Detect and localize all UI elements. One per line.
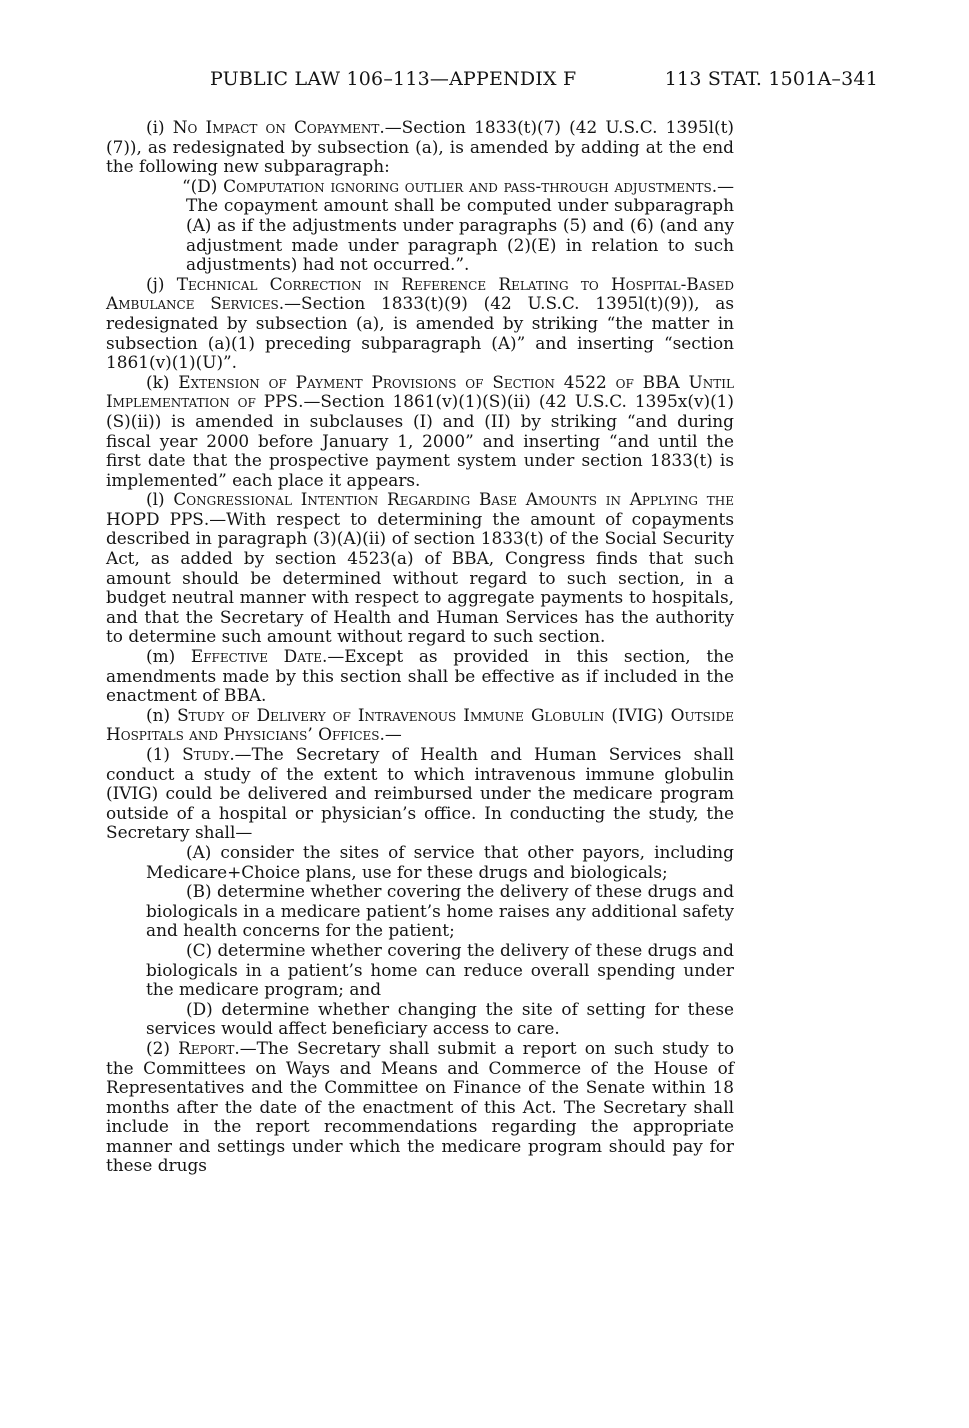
paragraph-text: The Secretary shall submit a report on such study to the Committees on Ways and Means and Commerce of the House of Representatives and the Committee on Finance of the Senate within 18 months after the date of the enactment of this Act. The Secretary shall include in the report recommendations regarding the appropriate manner and settings under which the medicare program should pay for these drugs (106, 1037, 734, 1176)
paragraph-study: (1) Study.—The Secretary of Health and Human Services shall conduct a study of the extent to which intravenous immune globulin (IVIG) could be delivered and reimbursed under the medicare program outside of a hospital or physician’s office. In conducting the study, the Secretary shall— (106, 744, 734, 843)
subsection-k: (k) Extension of Payment Provisions of Section 4522 of BBA Until Implementation of PPS.—Section 1861(v)(1)(S)(ii) (42 U.S.C. 1395x(v)(1)(S)(ii)) is amended in subclauses (I) and (II) by striking “and during fiscal year 2000 before January 1, 2000” and inserting “and until the first date that the prospective payment system under section 1833(t) is implemented” each place it appears. (106, 371, 735, 490)
paragraph-label: (2) (146, 1037, 170, 1058)
subsection-label: (k) (146, 371, 170, 392)
subsection-label: (m) (146, 646, 176, 667)
subsection-n (106, 706, 734, 745)
paragraph-heading: Study (182, 744, 230, 764)
quote-heading: Computation ignoring outlier and pass-through adjustments (223, 175, 712, 196)
subsection-text: With respect to determining the amount of copayments described in paragraph (3)(A)(ii) of section 1833(t) of the Social Security Act, as added by section 4523(a) of BBA, Congress finds that such amount should be determined without regard to such section, in a budget neutral manner with respect to aggregate payments to hospitals, and that the Secretary of Health and Human Services has the authority to determine such amount without regard to such section. (106, 508, 734, 647)
list-item: (B) determine whether covering the delivery of these drugs and biologicals in a medicare patient’s home raises any additional safety and health concerns for the patient; (146, 881, 734, 941)
list-item: (C) determine whether covering the delivery of these drugs and biologicals in a patient’s home can reduce overall spending under the medicare program; and (146, 939, 734, 1000)
subsection-text: Section 1861(v)(1)(S)(ii) (42 U.S.C. 1395x(v)(1)(S)(ii)) is amended in subclauses (I) and (II) by striking “and during fiscal year 2000 before January 1, 2000” and inserting “and until the first date that the prospective payment system under section 1833(t) is implemented” each place it appears. (106, 391, 735, 490)
header-law-title: PUBLIC LAW 106–113—APPENDIX F (210, 68, 577, 90)
subsection-heading: No Impact on Copayment (172, 117, 380, 137)
quoted-subparagraph-d: “(D) Computation ignoring outlier and pass-through adjustments.—The copayment amount shall be computed under subparagraph (A) as if the adjustments under paragraphs (5) and (6) (and any adjustment made under paragraph (2)(E) in relation to such adjustments) had not occurred.”. (182, 175, 734, 275)
subsection-heading: Congressional Intention Regarding Base Amounts in Applying the HOPD PPS (106, 489, 734, 529)
list-item: (D) determine whether changing the site of setting for these services would affect beneficiary access to care. (146, 998, 734, 1039)
subsection-text: Except as provided in this section, the amendments made by this section shall be effective as if included in the enactment of BBA. (106, 646, 734, 706)
paragraph-text: The Secretary of Health and Human Services shall conduct a study of the extent to which intravenous immune globulin (IVIG) could be delivered and reimbursed under the medicare program outside of a hospital or physician’s office. In conducting the study, the Secretary shall— (106, 744, 734, 843)
list-item: (A) consider the sites of service that other payors, including Medicare+Choice plans, use for these drugs and biologicals; (146, 841, 734, 882)
subsection-label: (j) (146, 273, 165, 294)
subsection-text: Section 1833(t)(9) (42 U.S.C. 1395l(t)(9)), as redesignated by subsection (a), is amended by striking “the matter in subsection (a)(1) preceding subparagraph (A)” and inserting “section 1861(v)(1)(U)”. (106, 293, 734, 373)
subsection-label: (i) (146, 117, 165, 137)
paragraph-label: (1) (146, 744, 170, 764)
paragraph-report: (2) Report.—The Secretary shall submit a report on such study to the Committees on Ways and Means and Commerce of the House of Representatives and the Committee on Finance of the Senate within 18 months after the date of the enactment of this Act. The Secretary shall include in the report recommendations regarding the appropriate manner and settings under which the medicare program should pay for these drugs (106, 1037, 734, 1176)
subsection-heading: Technical Correction in Reference Relating to Hospital-Based Ambulance Services (106, 273, 734, 314)
subsection-l: (l) Congressional Intention Regarding Base Amounts in Applying the HOPD PPS.—With respect to determining the amount of copayments described in paragraph (3)(A)(ii) of section 1833(t) of the Social Security Act, as added by section 4523(a) of BBA, Congress finds that such amount should be determined without regard to such section, in a budget neutral manner with respect to aggregate payments to hospitals, and that the Secretary of Health and Human Services has the authority to determine such amount without regard to such section. (106, 489, 734, 647)
document-body (106, 118, 734, 1176)
subsection-label: (l) (146, 489, 165, 510)
header-stat-citation: 113 STAT. 1501A–341 (664, 68, 878, 90)
page-header (210, 68, 878, 90)
subsection-heading: Extension of Payment Provisions of Section 4522 of BBA Until Implementation of PPS (106, 371, 734, 412)
subsection-dash: .— (379, 724, 402, 745)
subsection-heading: Study of Delivery of Intravenous Immune Globulin (IVIG) Outside Hospitals and Physicians’ Offices (106, 704, 734, 745)
subsection-i: (i) No Impact on Copayment.—Section 1833(t)(7) (42 U.S.C. 1395l(t)(7)), as redesignated by subsection (a), is amended by adding at the end the following new subparagraph: (106, 117, 735, 177)
subsection-m: (m) Effective Date.—Except as provided in this section, the amendments made by this section shall be effective as if included in the enactment of BBA. (106, 646, 734, 706)
subsection-heading: Effective Date (190, 646, 322, 667)
quote-text: The copayment amount shall be computed under subparagraph (A) as if the adjustments under paragraphs (5) and (6) (and any adjustment made under paragraph (2)(E) in relation to such adjustments) had not occurred.”. (186, 195, 734, 275)
subsection-text: Section 1833(t)(7) (42 U.S.C. 1395l(t)(7)), as redesignated by subsection (a), is amended by adding at the end the following new subparagraph: (106, 117, 735, 177)
paragraph-heading: Report (178, 1037, 235, 1058)
subsection-j: (j) Technical Correction in Reference Relating to Hospital-Based Ambulance Services.—Section 1833(t)(9) (42 U.S.C. 1395l(t)(9)), as redesignated by subsection (a), is amended by striking “the matter in subsection (a)(1) preceding subparagraph (A)” and inserting “section 1861(v)(1)(U)”. (106, 273, 734, 373)
quote-label: “(D) (182, 175, 218, 196)
subsection-label: (n) (146, 704, 171, 725)
